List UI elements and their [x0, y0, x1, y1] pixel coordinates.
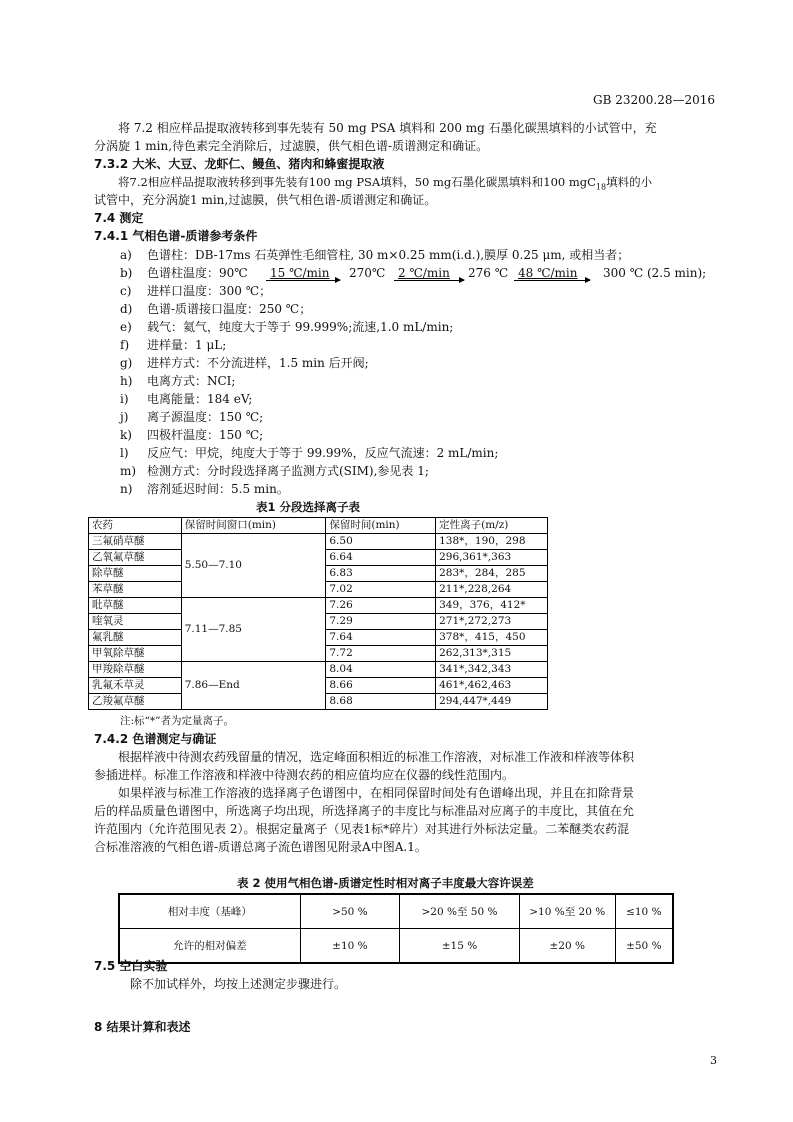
table-cell: 6.64: [326, 550, 436, 566]
list-item-label: g): [120, 356, 133, 370]
table-cell: 除草醚: [89, 566, 182, 582]
text-part: 填料的小: [606, 175, 653, 189]
table-cell: 6.50: [326, 534, 436, 550]
paragraph-line: 许范围内（允许范围见表 2）。根据定量离子（见表1标*碎片）对其进行外标法定量。二苯醚类农药混: [94, 822, 630, 836]
table2-caption: 表 2 使用气相色谱-质谱定性时相对离子丰度最大容许误差: [237, 876, 534, 890]
list-item-text: 进样方式：不分流进样，1.5 min 后开阀;: [147, 356, 369, 370]
table-cell: 5.50—7.10: [181, 534, 326, 598]
table-header: 农药: [89, 518, 182, 534]
section-heading: 7.3.2 大米、大豆、龙虾仁、鳗鱼、猪肉和蜂蜜提取液: [94, 157, 385, 171]
arrow-2: [394, 280, 464, 281]
table-row: [89, 598, 548, 614]
list-item-label: i): [120, 392, 129, 406]
table-cell: ±10 %: [300, 929, 399, 964]
table-header: 保留时间窗口(min): [181, 518, 326, 534]
table-cell: ±20 %: [519, 929, 615, 964]
oven-rate-2: 2 ℃/min: [398, 266, 450, 280]
table-cell: >20 %至 50 %: [400, 894, 520, 929]
table-cell: 三氟硝草醚: [89, 534, 182, 550]
table-cell: 378*，415，450: [436, 630, 548, 646]
table-cell: >10 %至 20 %: [519, 894, 615, 929]
table-cell: >50 %: [300, 894, 399, 929]
table-row: [119, 929, 673, 964]
oven-program-start: 色谱柱温度：90℃: [147, 266, 248, 280]
table-row: [89, 534, 548, 550]
table-cell: 7.86—End: [181, 662, 326, 710]
list-item-label: m): [120, 464, 137, 478]
arrow-1: [266, 280, 340, 281]
table-row: [119, 894, 673, 929]
list-item-label: f): [120, 338, 130, 352]
table-cell: 271*,272,273: [436, 614, 548, 630]
table-cell: 7.29: [326, 614, 436, 630]
oven-temp-2: 276 ℃: [468, 266, 509, 280]
table-cell: 461*,462,463: [436, 678, 548, 694]
paragraph-line: 参插进样。标准工作溶液和样液中待测农药的相应值均应在仪器的线性范围内。: [94, 768, 515, 782]
paragraph-line: 如果样液与标准工作溶液的选择离子色谱图中，在相同保留时间处有色谱峰出现，并且在扣除背景: [118, 786, 635, 800]
table-cell: ±15 %: [400, 929, 520, 964]
table1-note: 注:标“*”者为定量离子。: [120, 715, 235, 727]
table-cell: 262,313*,315: [436, 646, 548, 662]
list-item-label: j): [120, 410, 129, 424]
oven-temp-1: 270℃: [349, 266, 386, 280]
table-header-row: [89, 518, 548, 534]
table-cell: 211*,228,264: [436, 582, 548, 598]
table-cell: 7.11—7.85: [181, 598, 326, 662]
text-part: 将7.2相应样品提取液转移到事先装有100 mg PSA填料，50 mg石墨化碳黑填料和100 mgC: [118, 175, 596, 189]
list-item-label: a): [120, 248, 132, 262]
list-item-text: 进样口温度：300 ℃；: [147, 284, 272, 298]
list-item-text: 载气：氦气，纯度大于等于 99.999%;流速,1.0 mL/min;: [147, 320, 454, 334]
table-cell: 6.83: [326, 566, 436, 582]
oven-rate-3: 48 ℃/min: [518, 266, 578, 280]
paragraph-line: 将 7.2 相应样品提取液转移到事先装有 50 mg PSA 填料和 200 mg 石墨化碳黑填料的小试管中，充: [118, 121, 657, 135]
list-item-label: c): [120, 284, 132, 298]
table-cell: 乙羧氟草醚: [89, 694, 182, 710]
table2: [118, 893, 674, 964]
section-heading: 7.4.1 气相色谱-质谱参考条件: [94, 229, 258, 243]
section-heading: 7.4 测定: [94, 211, 144, 225]
page-number: 3: [710, 1054, 717, 1067]
table-cell: 8.68: [326, 694, 436, 710]
paragraph-line: 根据样液中待测农药残留量的情况，选定峰面积相近的标准工作溶液，对标准工作液和样液等体积: [118, 750, 635, 764]
table-cell: 喹氧灵: [89, 614, 182, 630]
table-cell: 苯草醚: [89, 582, 182, 598]
table1: [88, 517, 548, 710]
list-item-text: 进样量：1 μL;: [147, 338, 227, 352]
oven-rate-1: 15 ℃/min: [270, 266, 330, 280]
list-item-label: l): [120, 446, 129, 460]
table-cell: 允许的相对偏差: [119, 929, 300, 964]
table-row: [89, 662, 548, 678]
list-item-label: n): [120, 482, 133, 496]
table-cell: 7.02: [326, 582, 436, 598]
table-cell: ±50 %: [615, 929, 673, 964]
table-cell: 7.64: [326, 630, 436, 646]
list-item-text: 离子源温度：150 ℃;: [147, 410, 264, 424]
table-cell: 8.04: [326, 662, 436, 678]
list-item-text: 检测方式：分时段选择离子监测方式(SIM),参见表 1;: [147, 464, 429, 478]
table-cell: 8.66: [326, 678, 436, 694]
paragraph-line: 除不加试样外，均按上述测定步骤进行。: [130, 977, 347, 991]
list-item-text: 色谱-质谱接口温度：250 ℃；: [147, 302, 312, 316]
list-item-text: 色谱柱：DB-17ms 石英弹性毛细管柱, 30 m×0.25 mm(i.d.),膜厚 0.25 μm, 或相当者；: [147, 248, 630, 262]
table-cell: ≤10 %: [615, 894, 673, 929]
table-cell: 349，376，412*: [436, 598, 548, 614]
subscript: 18: [595, 182, 607, 192]
section-heading: 7.5 空白实验: [94, 959, 168, 973]
table-cell: 138*，190，298: [436, 534, 548, 550]
oven-temp-3: 300 ℃ (2.5 min);: [603, 266, 707, 280]
table-cell: 甲羧除草醚: [89, 662, 182, 678]
table-cell: 7.72: [326, 646, 436, 662]
list-item-text: 电离方式：NCI;: [147, 374, 236, 388]
table-cell: 相对丰度（基峰）: [119, 894, 300, 929]
paragraph-line: 分涡旋 1 min,待色素完全消除后，过滤膜，供气相色谱-质谱测定和确证。: [94, 139, 489, 153]
paragraph-line: 试管中，充分涡旋1 min,过滤膜，供气相色谱-质谱测定和确证。: [94, 193, 437, 207]
section-heading: 7.4.2 色谱测定与确证: [94, 732, 217, 746]
table-cell: 吡草醚: [89, 598, 182, 614]
table-cell: 283*，284，285: [436, 566, 548, 582]
table-header: 定性离子(m/z): [436, 518, 548, 534]
table-cell: 294,447*,449: [436, 694, 548, 710]
table-cell: 氟乳醚: [89, 630, 182, 646]
list-item-label: k): [120, 428, 132, 442]
list-item-label: d): [120, 302, 133, 316]
table-cell: 乙氧氟草醚: [89, 550, 182, 566]
table-cell: 甲氧除草醚: [89, 646, 182, 662]
table-header: 保留时间(min): [326, 518, 436, 534]
standard-number: GB 23200.28—2016: [592, 93, 715, 107]
list-item-text: 溶剂延迟时间：5.5 min。: [147, 482, 289, 496]
list-item-label: h): [120, 374, 133, 388]
list-item-label: b): [120, 266, 133, 280]
list-item-text: 电离能量：184 eV;: [147, 392, 253, 406]
table1-caption: 表1 分段选择离子表: [256, 500, 361, 514]
table-cell: 341*,342,343: [436, 662, 548, 678]
table-cell: 296,361*,363: [436, 550, 548, 566]
list-item-label: e): [120, 320, 132, 334]
paragraph-line: 后的样品质量色谱图中，所选离子均出现，所选择离子的丰度比与标准品对应离子的丰度比，其值在允: [94, 804, 635, 818]
table-cell: 乳氟禾草灵: [89, 678, 182, 694]
section-heading: 8 结果计算和表述: [94, 1020, 191, 1034]
list-item-text: 反应气：甲烷，纯度大于等于 99.99%，反应气流速：2 mL/min;: [147, 446, 499, 460]
arrow-3: [514, 280, 590, 281]
list-item-text: 四极杆温度：150 ℃;: [147, 428, 264, 442]
table-cell: 7.26: [326, 598, 436, 614]
paragraph-line: 合标准溶液的气相色谱-质谱总离子流色谱图见附录A中图A.1。: [94, 840, 427, 854]
